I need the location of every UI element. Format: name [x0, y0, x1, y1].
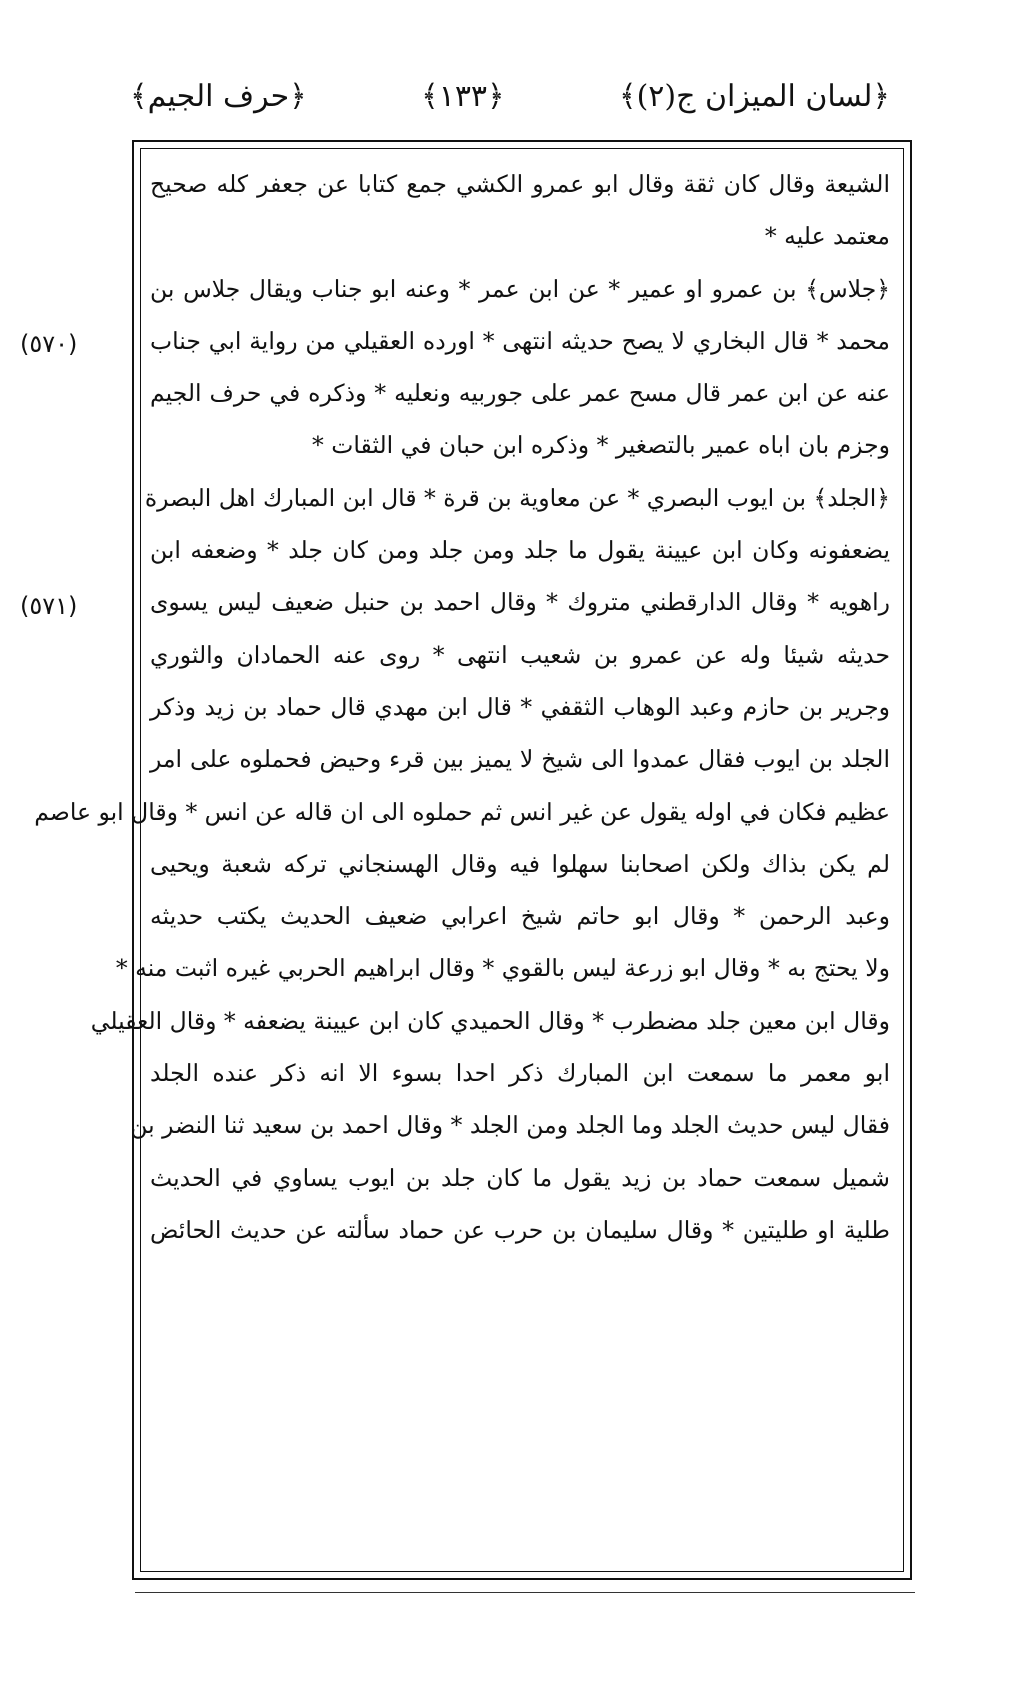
text-line: وجرير بن حازم وعبد الوهاب الثقفي * قال ابن مهدي قال حماد بن زيد وذكر [150, 692, 890, 721]
footer-rule [135, 1592, 915, 1593]
entry-number-571: (٥٧١) [20, 592, 78, 620]
text-line: ولا يحتج به * وقال ابو زرعة ليس بالقوي * وقال ابراهيم الحربي غيره اثبت منه * [115, 954, 890, 983]
text-line: معتمد عليه * [764, 222, 890, 251]
text-line: ﴿الجلد﴾ بن ايوب البصري * عن معاوية بن قرة * قال ابن المبارك اهل البصرة [144, 483, 890, 512]
entry-number-570: (٥٧٠) [20, 330, 78, 358]
text-line: راهويه * وقال الدارقطني متروك * وقال احمد بن حنبل ضعيف ليس يسوى [150, 588, 890, 617]
text-line: فقال ليس حديث الجلد وما الجلد ومن الجلد * وقال احمد بن سعيد ثنا النضر بن [130, 1111, 890, 1140]
text-line: عظيم فكان في اوله يقول عن غير انس ثم حملوه الى ان قاله عن انس * وقال ابو عاصم [34, 797, 890, 826]
text-line: وعبد الرحمن * وقال ابو حاتم شيخ اعرابي ضعيف الحديث يكتب حديثه [150, 902, 890, 931]
book-title: ﴿لسان الميزان ج(٢)﴾ [618, 78, 890, 114]
text-line: الشيعة وقال كان ثقة وقال ابو عمرو الكشي جمع كتابا عن جعفر كله صحيح [150, 170, 890, 198]
chapter-title: ﴿حرف الجيم﴾ [130, 78, 307, 114]
text-line: حديثه شيئا وله عن عمرو بن شعيب انتهى * روى عنه الحمادان والثوري [150, 640, 890, 669]
text-line: يضعفونه وكان ابن عيينة يقول ما جلد ومن جلد ومن كان جلد * وضعفه ابن [150, 536, 890, 565]
page-number: ﴿١٣٣﴾ [421, 78, 505, 114]
text-line: محمد * قال البخاري لا يصح حديثه انتهى * اورده العقيلي من رواية ابي جناب [150, 326, 890, 355]
text-line: وقال ابن معين جلد مضطرب * وقال الحميدي كان ابن عيينة يضعفه * وقال العقيلي [90, 1006, 890, 1035]
text-line: طلية او طليتين * وقال سليمان بن حرب عن حماد سألته عن حديث الحائض [150, 1215, 890, 1244]
text-line: لم يكن بذاك ولكن اصحابنا سهلوا فيه وقال الهسنجاني تركه شعبة ويحيى [150, 849, 890, 878]
page-header [130, 66, 890, 126]
text-line: الجلد بن ايوب فقال عمدوا الى شيخ لا يميز بين قرء وحيض فحملوه على امر [150, 745, 890, 774]
text-line: ابو معمر ما سمعت ابن المبارك ذكر احدا بسوء الا انه ذكر عنده الجلد [150, 1059, 890, 1088]
text-line: عنه عن ابن عمر قال مسح عمر على جوربيه ونعليه * وذكره في حرف الجيم [150, 379, 890, 408]
text-line: وجزم بان اباه عمير بالتصغير * وذكره ابن حبان في الثقات * [312, 431, 890, 460]
text-line: ﴿جلاس﴾ بن عمرو او عمير * عن ابن عمر * وعنه ابو جناب ويقال جلاس بن [150, 274, 890, 303]
text-line: شميل سمعت حماد بن زيد يقول ما كان جلد بن ايوب يساوي في الحديث [150, 1163, 890, 1192]
